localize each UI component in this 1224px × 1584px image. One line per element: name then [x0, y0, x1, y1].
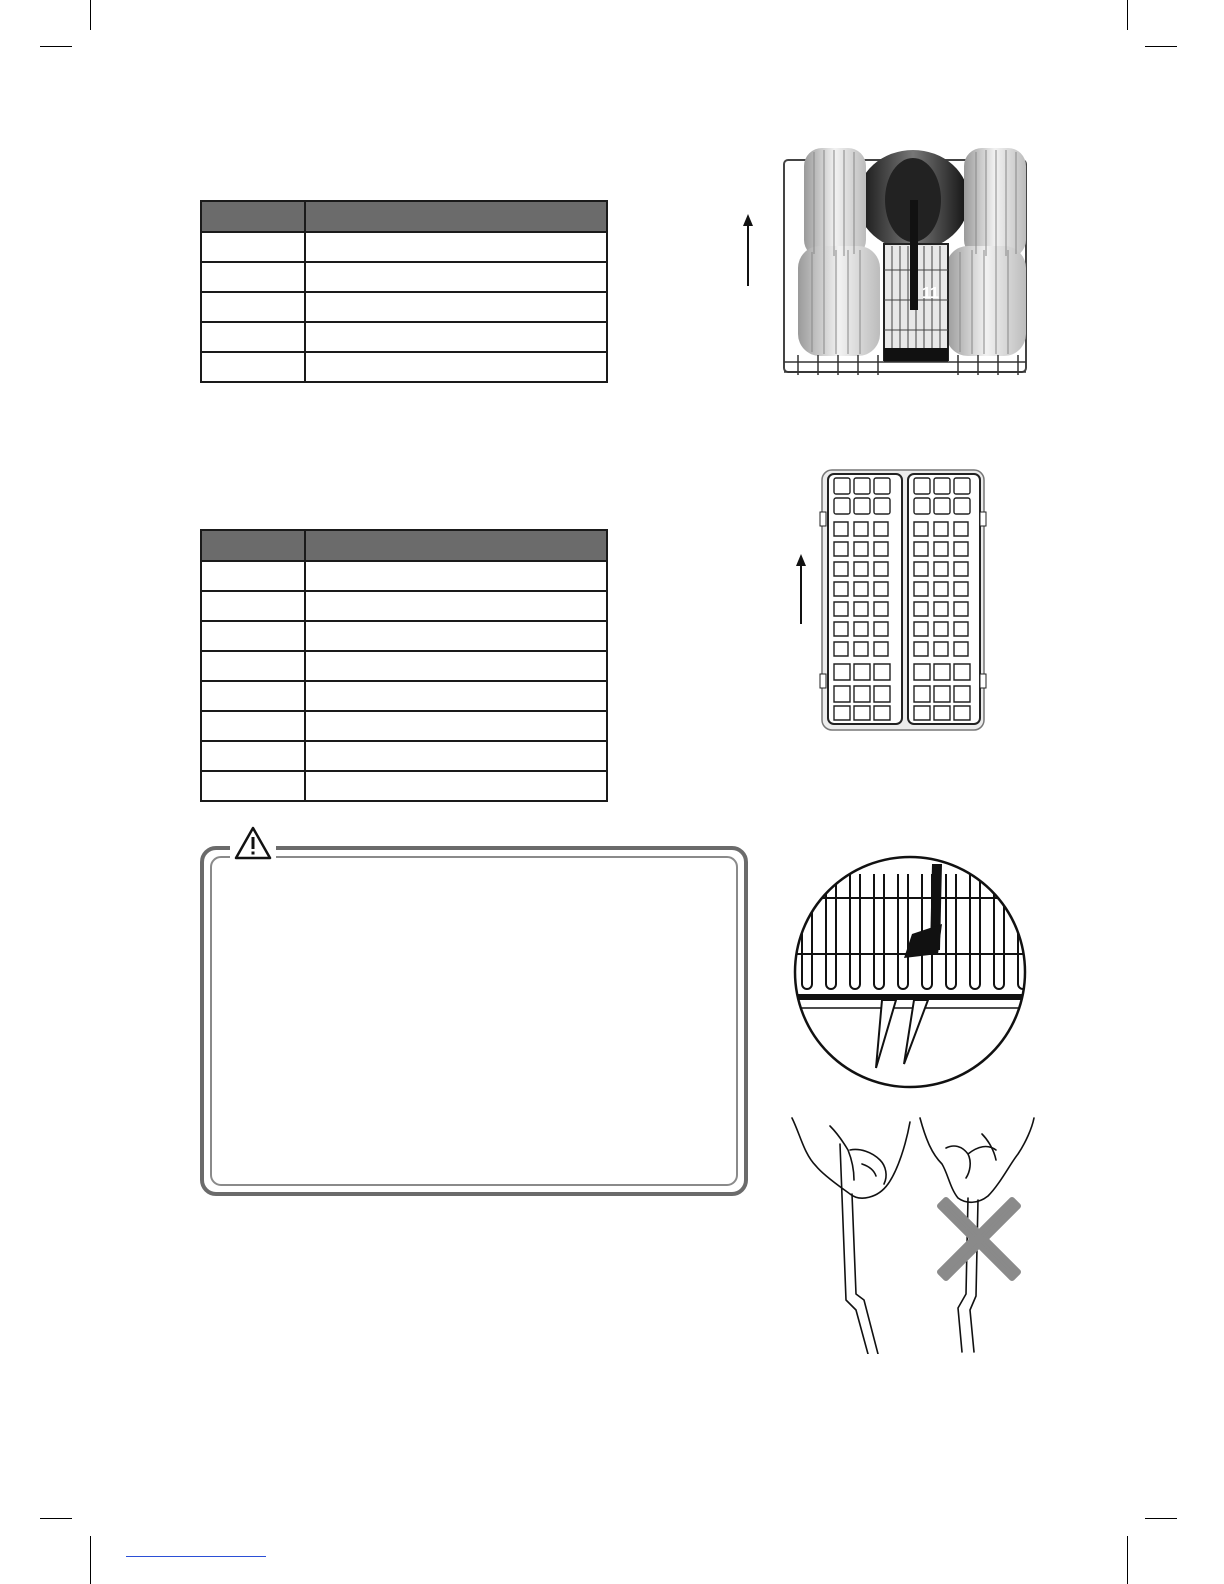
warning-box	[200, 846, 748, 1196]
crop-mark	[1127, 1536, 1128, 1584]
table-row	[201, 651, 607, 681]
rack-label: 11	[922, 285, 939, 302]
table-row	[201, 681, 607, 711]
table-row	[201, 561, 607, 591]
table-row	[201, 352, 607, 382]
cutlery-tray-illustration	[790, 466, 990, 734]
table-row	[201, 262, 607, 292]
table-row	[201, 322, 607, 352]
table-header-row	[201, 201, 607, 232]
knives-in-rack-illustration	[792, 854, 1028, 1090]
warning-triangle-icon	[234, 826, 272, 860]
upper-rack-illustration	[728, 140, 1038, 385]
crop-mark	[90, 0, 91, 30]
table-row	[201, 292, 607, 322]
crop-mark	[1145, 1518, 1177, 1519]
cross-mark-icon	[936, 1196, 1022, 1282]
table-row	[201, 621, 607, 651]
table-row	[201, 711, 607, 741]
table-row	[201, 591, 607, 621]
table-header-row	[201, 530, 607, 561]
cutlery-tray-table	[200, 529, 608, 802]
table-row	[201, 771, 607, 801]
crop-mark	[40, 46, 72, 47]
crop-mark	[90, 1536, 91, 1584]
upper-rack-table	[200, 200, 608, 383]
warning-box-inner	[210, 856, 738, 1186]
crop-mark	[1127, 0, 1128, 30]
crop-mark	[40, 1518, 72, 1519]
table-row	[201, 232, 607, 262]
crop-mark	[1145, 46, 1177, 47]
footer-link[interactable]	[126, 1556, 266, 1557]
table-row	[201, 741, 607, 771]
